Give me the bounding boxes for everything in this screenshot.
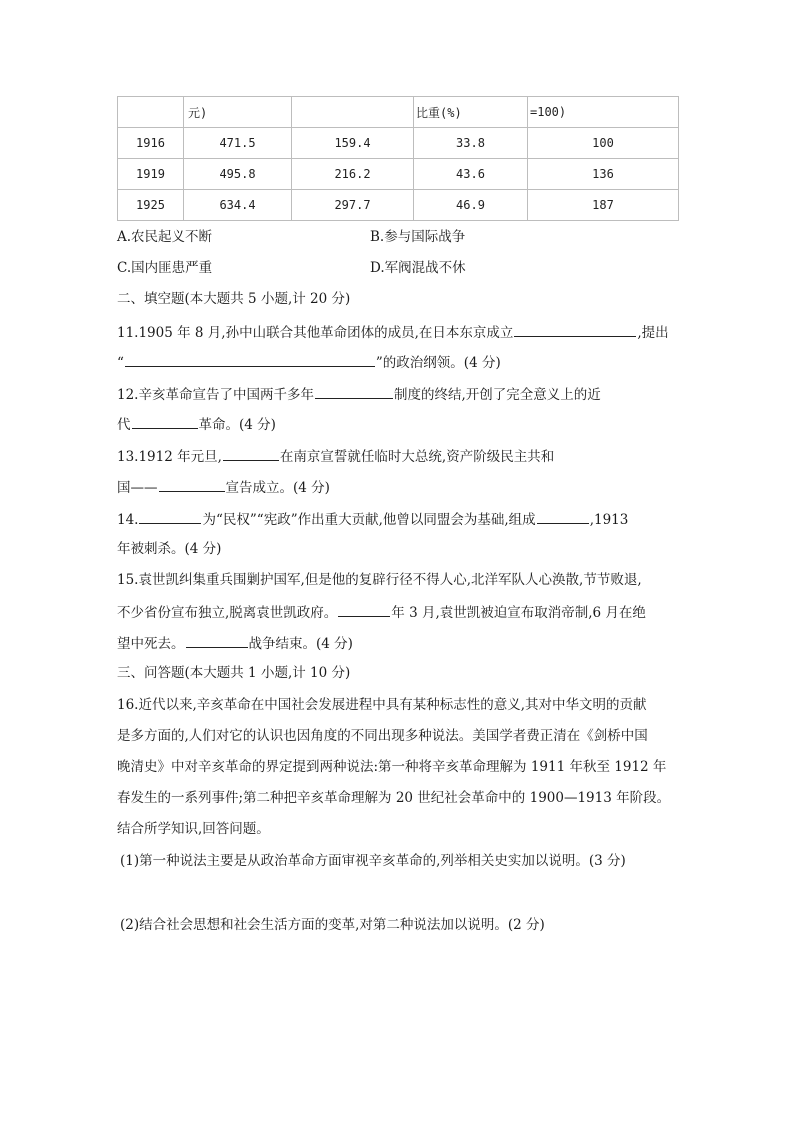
table-cell: 471.5	[184, 128, 292, 159]
question-16-line: 16.近代以来,辛亥革命在中国社会发展进程中具有某种标志性的意义,其对中华文明的贡献	[117, 697, 647, 713]
answer-blank	[139, 509, 201, 524]
table-header-cell	[118, 97, 184, 128]
question-11	[117, 322, 669, 342]
section-title-essay: 三、问答题(本大题共 1 小题,计 10 分)	[117, 665, 351, 681]
table-header-cell: =100)	[528, 97, 679, 128]
question-12-cont	[117, 414, 276, 434]
question-13-cont	[117, 477, 330, 497]
table-header-cell: 元)	[184, 97, 292, 128]
question-13	[117, 446, 554, 466]
table-cell: 46.9	[414, 190, 528, 221]
question-text: ,提出	[637, 325, 669, 341]
question-text: 宣告成立。(4 分)	[225, 480, 330, 496]
answer-blank	[159, 477, 225, 492]
table-row	[118, 190, 679, 221]
option-d: D.军阀混战不休	[370, 260, 466, 276]
question-16-line: 春发生的一系列事件;第二种把辛亥革命理解为 20 世纪社会革命中的 1900—1913 年阶段。	[117, 790, 671, 806]
question-text: 年 3 月,袁世凯被迫宣布取消帝制,6 月在绝	[391, 605, 646, 621]
answer-blank	[537, 509, 589, 524]
table-cell: 216.2	[292, 159, 414, 190]
table-cell: 1916	[118, 128, 184, 159]
question-text: 战争结束。(4 分)	[248, 636, 353, 652]
table-cell: 634.4	[184, 190, 292, 221]
question-text: ,1913	[589, 512, 629, 528]
question-12	[117, 384, 601, 404]
table-cell: 100	[528, 128, 679, 159]
table-header-cell: 比重(%)	[414, 97, 528, 128]
table-cell: 495.8	[184, 159, 292, 190]
question-16-line: 结合所学知识,回答问题。	[117, 821, 270, 837]
question-15: 15.袁世凯纠集重兵围剿护国军,但是他的复辟行径不得人心,北洋军队人心涣散,节节败退,	[117, 572, 642, 588]
answer-blank	[125, 352, 375, 367]
question-text: 代	[117, 417, 131, 433]
table-cell: 1919	[118, 159, 184, 190]
sub-question-2: (2)结合社会思想和社会生活方面的变革,对第二种说法加以说明。(2 分)	[120, 917, 545, 933]
question-14	[117, 509, 628, 529]
table-cell: 1925	[118, 190, 184, 221]
table-cell: 43.6	[414, 159, 528, 190]
sub-question-1: (1)第一种说法主要是从政治革命方面审视辛亥革命的,列举相关史实加以说明。(3 分)	[120, 853, 626, 869]
statistics-table	[117, 96, 679, 221]
table-header-cell	[292, 97, 414, 128]
question-11-cont	[117, 352, 501, 372]
answer-blank	[338, 602, 390, 617]
question-text: 14.	[117, 512, 139, 528]
question-14-cont: 年被刺杀。(4 分)	[117, 541, 222, 557]
table-cell: 159.4	[292, 128, 414, 159]
option-a: A.农民起义不断	[117, 229, 213, 245]
table-cell: 136	[528, 159, 679, 190]
question-text: 国——	[117, 480, 158, 496]
question-15-cont2	[117, 633, 353, 653]
question-16-line: 晚清史》中对辛亥革命的界定提到两种说法:第一种将辛亥革命理解为 1911 年秋至 1912 年	[117, 759, 667, 775]
answer-blank	[132, 414, 198, 429]
question-text: 为“民权”“宪政”作出重大贡献,他曾以同盟会为基础,组成	[202, 512, 536, 528]
answer-blank	[186, 633, 248, 648]
section-title-fill-in: 二、填空题(本大题共 5 小题,计 20 分)	[117, 291, 351, 307]
table-cell: 187	[528, 190, 679, 221]
question-16-line: 是多方面的,人们对它的认识也因角度的不同出现多种说法。美国学者费正清在《剑桥中国	[117, 728, 648, 744]
option-b: B.参与国际战争	[370, 229, 466, 245]
table-header-row	[118, 97, 679, 128]
question-text: 11.1905 年 8 月,孙中山联合其他革命团体的成员,在日本东京成立	[117, 325, 514, 341]
answer-blank	[514, 322, 636, 337]
question-text: ”的政治纲领。(4 分)	[375, 355, 501, 371]
question-text: 望中死去。	[117, 636, 185, 652]
question-text: 不少省份宣布独立,脱离袁世凯政府。	[117, 605, 338, 621]
answer-blank	[315, 384, 393, 399]
question-text: 制度的终结,开创了完全意义上的近	[393, 387, 601, 403]
question-text: 革命。(4 分)	[198, 417, 276, 433]
option-c: C.国内匪患严重	[117, 260, 213, 276]
question-15-cont	[117, 602, 646, 622]
question-text: 13.1912 年元旦,	[117, 449, 222, 465]
table-cell: 297.7	[292, 190, 414, 221]
question-text: 12.辛亥革命宣告了中国两千多年	[117, 387, 314, 403]
question-text: 在南京宣誓就任临时大总统,资产阶级民主共和	[279, 449, 555, 465]
table-cell: 33.8	[414, 128, 528, 159]
table-row	[118, 159, 679, 190]
table-row	[118, 128, 679, 159]
question-text: “	[117, 355, 124, 371]
answer-blank	[223, 446, 279, 461]
